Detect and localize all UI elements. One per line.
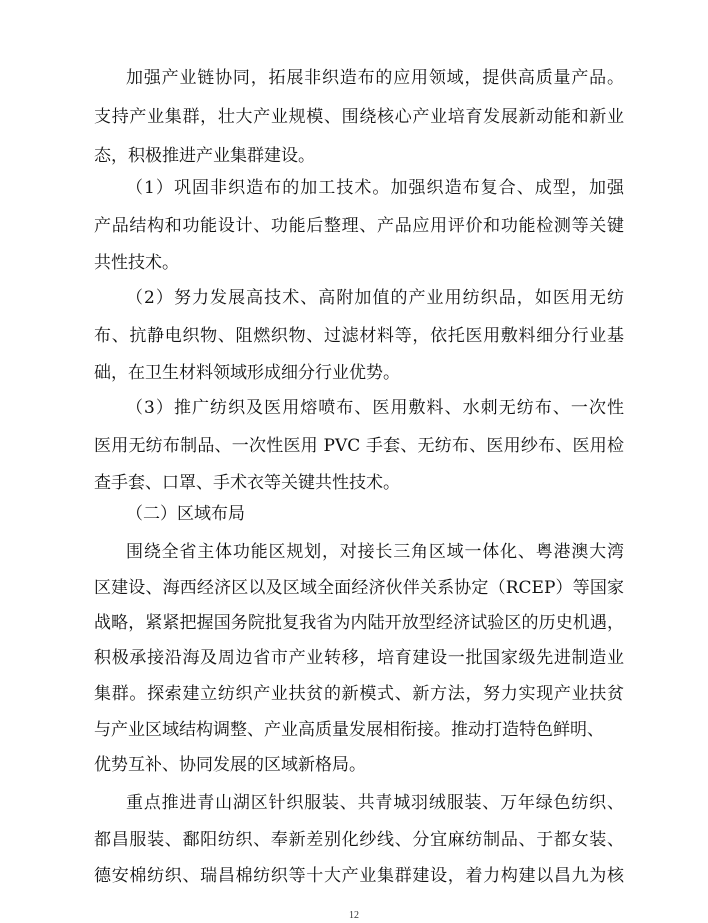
text-line: 优势互补、协同发展的区域新格局。	[94, 755, 366, 775]
text-line: 与产业区域结构调整、产业高质量发展相衔接。推动打造特色鲜明、	[94, 720, 604, 740]
text-line: 战略，紧紧把握国务院批复我省为内陆开放型经济试验区的历史机遇，	[94, 613, 624, 633]
text-line: 德安棉纺织、瑞昌棉纺织等十大产业集群建设，着力构建以昌九为核	[94, 866, 624, 886]
text-line: 产品结构和功能设计、功能后整理、产品应用评价和功能检测等关键	[94, 216, 624, 236]
text-line: 加强产业链协同，拓展非织造布的应用领域，提供高质量产品。	[126, 68, 624, 88]
text-line: （2）努力发展高技术、高附加值的产业用纺织品，如医用无纺	[126, 288, 624, 308]
text-line: 查手套、口罩、手术衣等关键共性技术。	[94, 473, 400, 493]
section-heading: （二）区域布局	[126, 504, 245, 524]
text-line: （3）推广纺织及医用熔喷布、医用敷料、水刺无纺布、一次性	[126, 398, 624, 418]
text-line: 围绕全省主体功能区规划，对接长三角区域一体化、粤港澳大湾	[126, 542, 624, 562]
text-line: 医用无纺布制品、一次性医用 PVC 手套、无纺布、医用纱布、医用检	[94, 436, 624, 456]
text-line: 础，在卫生材料领域形成细分行业优势。	[94, 363, 400, 383]
text-line: 积极承接沿海及周边省市产业转移，培育建设一批国家级先进制造业	[94, 648, 624, 668]
text-line: 重点推进青山湖区针织服装、共青城羽绒服装、万年绿色纺织、	[126, 793, 624, 813]
text-line: 布、抗静电织物、阻燃织物、过滤材料等，依托医用敷料细分行业基	[94, 326, 624, 346]
text-line: 支持产业集群，壮大产业规模、围绕核心产业培育发展新动能和新业	[94, 107, 624, 127]
text-line: 集群。探索建立纺织产业扶贫的新模式、新方法，努力实现产业扶贫	[94, 684, 624, 704]
text-line: 态，积极推进产业集群建设。	[94, 146, 315, 166]
text-line: 共性技术。	[94, 253, 179, 273]
text-line: 区建设、海西经济区以及区域全面经济伙伴关系协定（RCEP）等国家	[94, 578, 624, 598]
page-number: 12	[349, 910, 359, 921]
text-line: （1）巩固非织造布的加工技术。加强织造布复合、成型，加强	[126, 178, 624, 198]
text-line: 都昌服装、鄱阳纺织、奉新差别化纱线、分宜麻纺制品、于都女装、	[94, 830, 624, 850]
